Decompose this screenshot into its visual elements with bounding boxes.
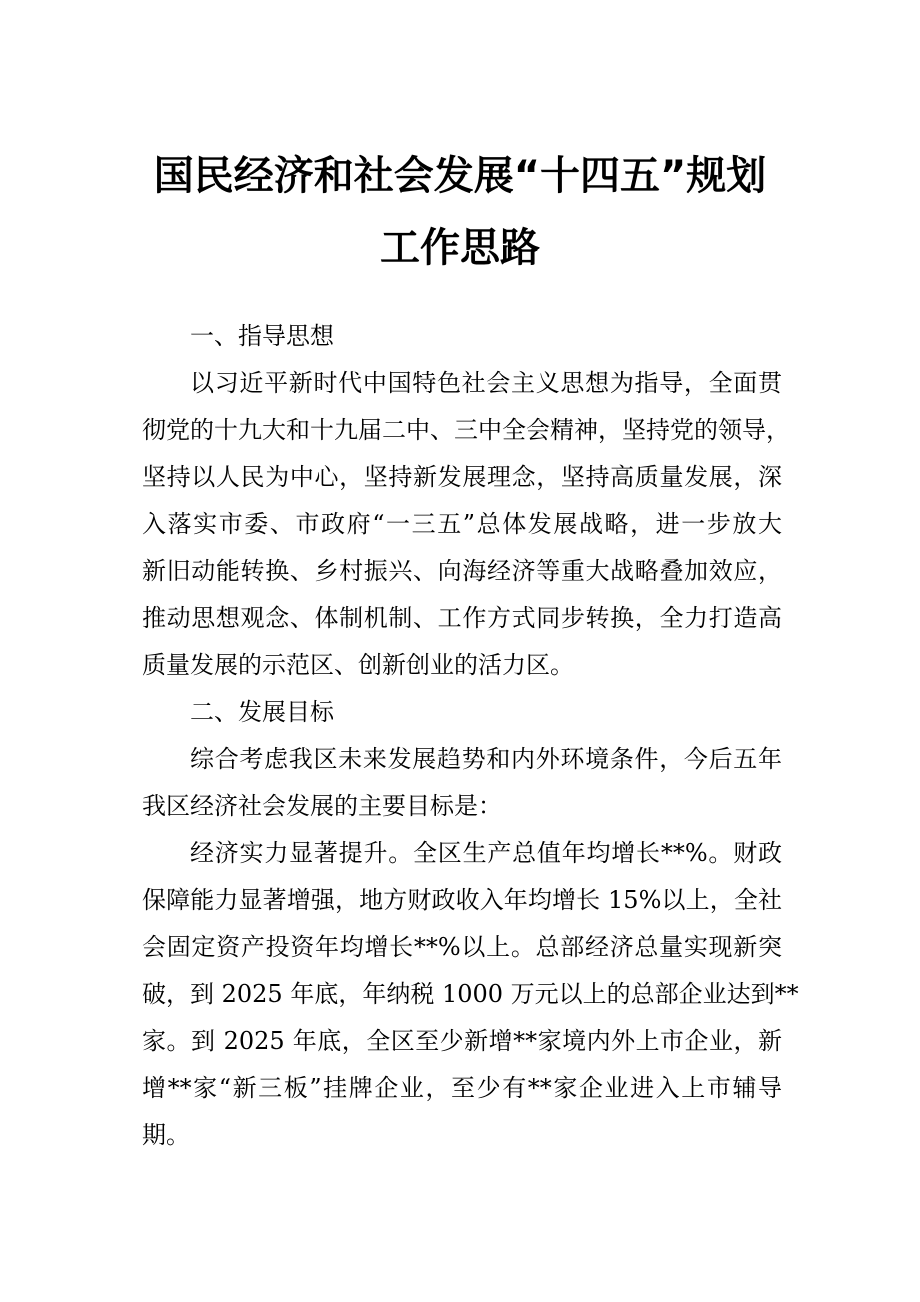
body-line: 增**家“新三板”挂牌企业，至少有**家企业进入上市辅导: [142, 1074, 782, 1102]
document-title-line-1: 国民经济和社会发展“十四五”规划: [153, 153, 767, 199]
document-title-line-2: 工作思路: [380, 225, 540, 271]
body-line: 会固定资产投资年均增长**%以上。总部经济总量实现新突: [142, 933, 782, 961]
body-line: 期。: [142, 1121, 190, 1149]
body-line: 综合考虑我区未来发展趋势和内外环境条件，今后五年: [190, 745, 782, 773]
body-line: 一、指导思想: [190, 322, 334, 350]
body-line: 彻党的十九大和十九届二中、三中全会精神，坚持党的领导，: [142, 416, 790, 444]
body-line: 新旧动能转换、乡村振兴、向海经济等重大战略叠加效应，: [142, 557, 782, 585]
body-line: 以习近平新时代中国特色社会主义思想为指导，全面贯: [190, 369, 782, 397]
body-line: 破，到 2025 年底，年纳税 1000 万元以上的总部企业达到**: [142, 980, 799, 1008]
body-line: 家。到 2025 年底，全区至少新增**家境内外上市企业，新: [142, 1027, 782, 1055]
body-line: 经济实力显著提升。全区生产总值年均增长**%。财政: [190, 839, 782, 867]
body-line: 保障能力显著增强，地方财政收入年均增长 15%以上，全社: [142, 886, 782, 914]
body-line: 质量发展的示范区、创新创业的活力区。: [142, 651, 574, 679]
body-line: 入落实市委、市政府“一三五”总体发展战略，进一步放大: [142, 510, 782, 538]
body-line: 我区经济社会发展的主要目标是：: [142, 792, 502, 820]
document-body: [142, 313, 799, 1159]
body-line: 推动思想观念、体制机制、工作方式同步转换，全力打造高: [142, 604, 782, 632]
body-line: 坚持以人民为中心，坚持新发展理念，坚持高质量发展，深: [142, 463, 782, 491]
body-line: 二、发展目标: [190, 698, 334, 726]
